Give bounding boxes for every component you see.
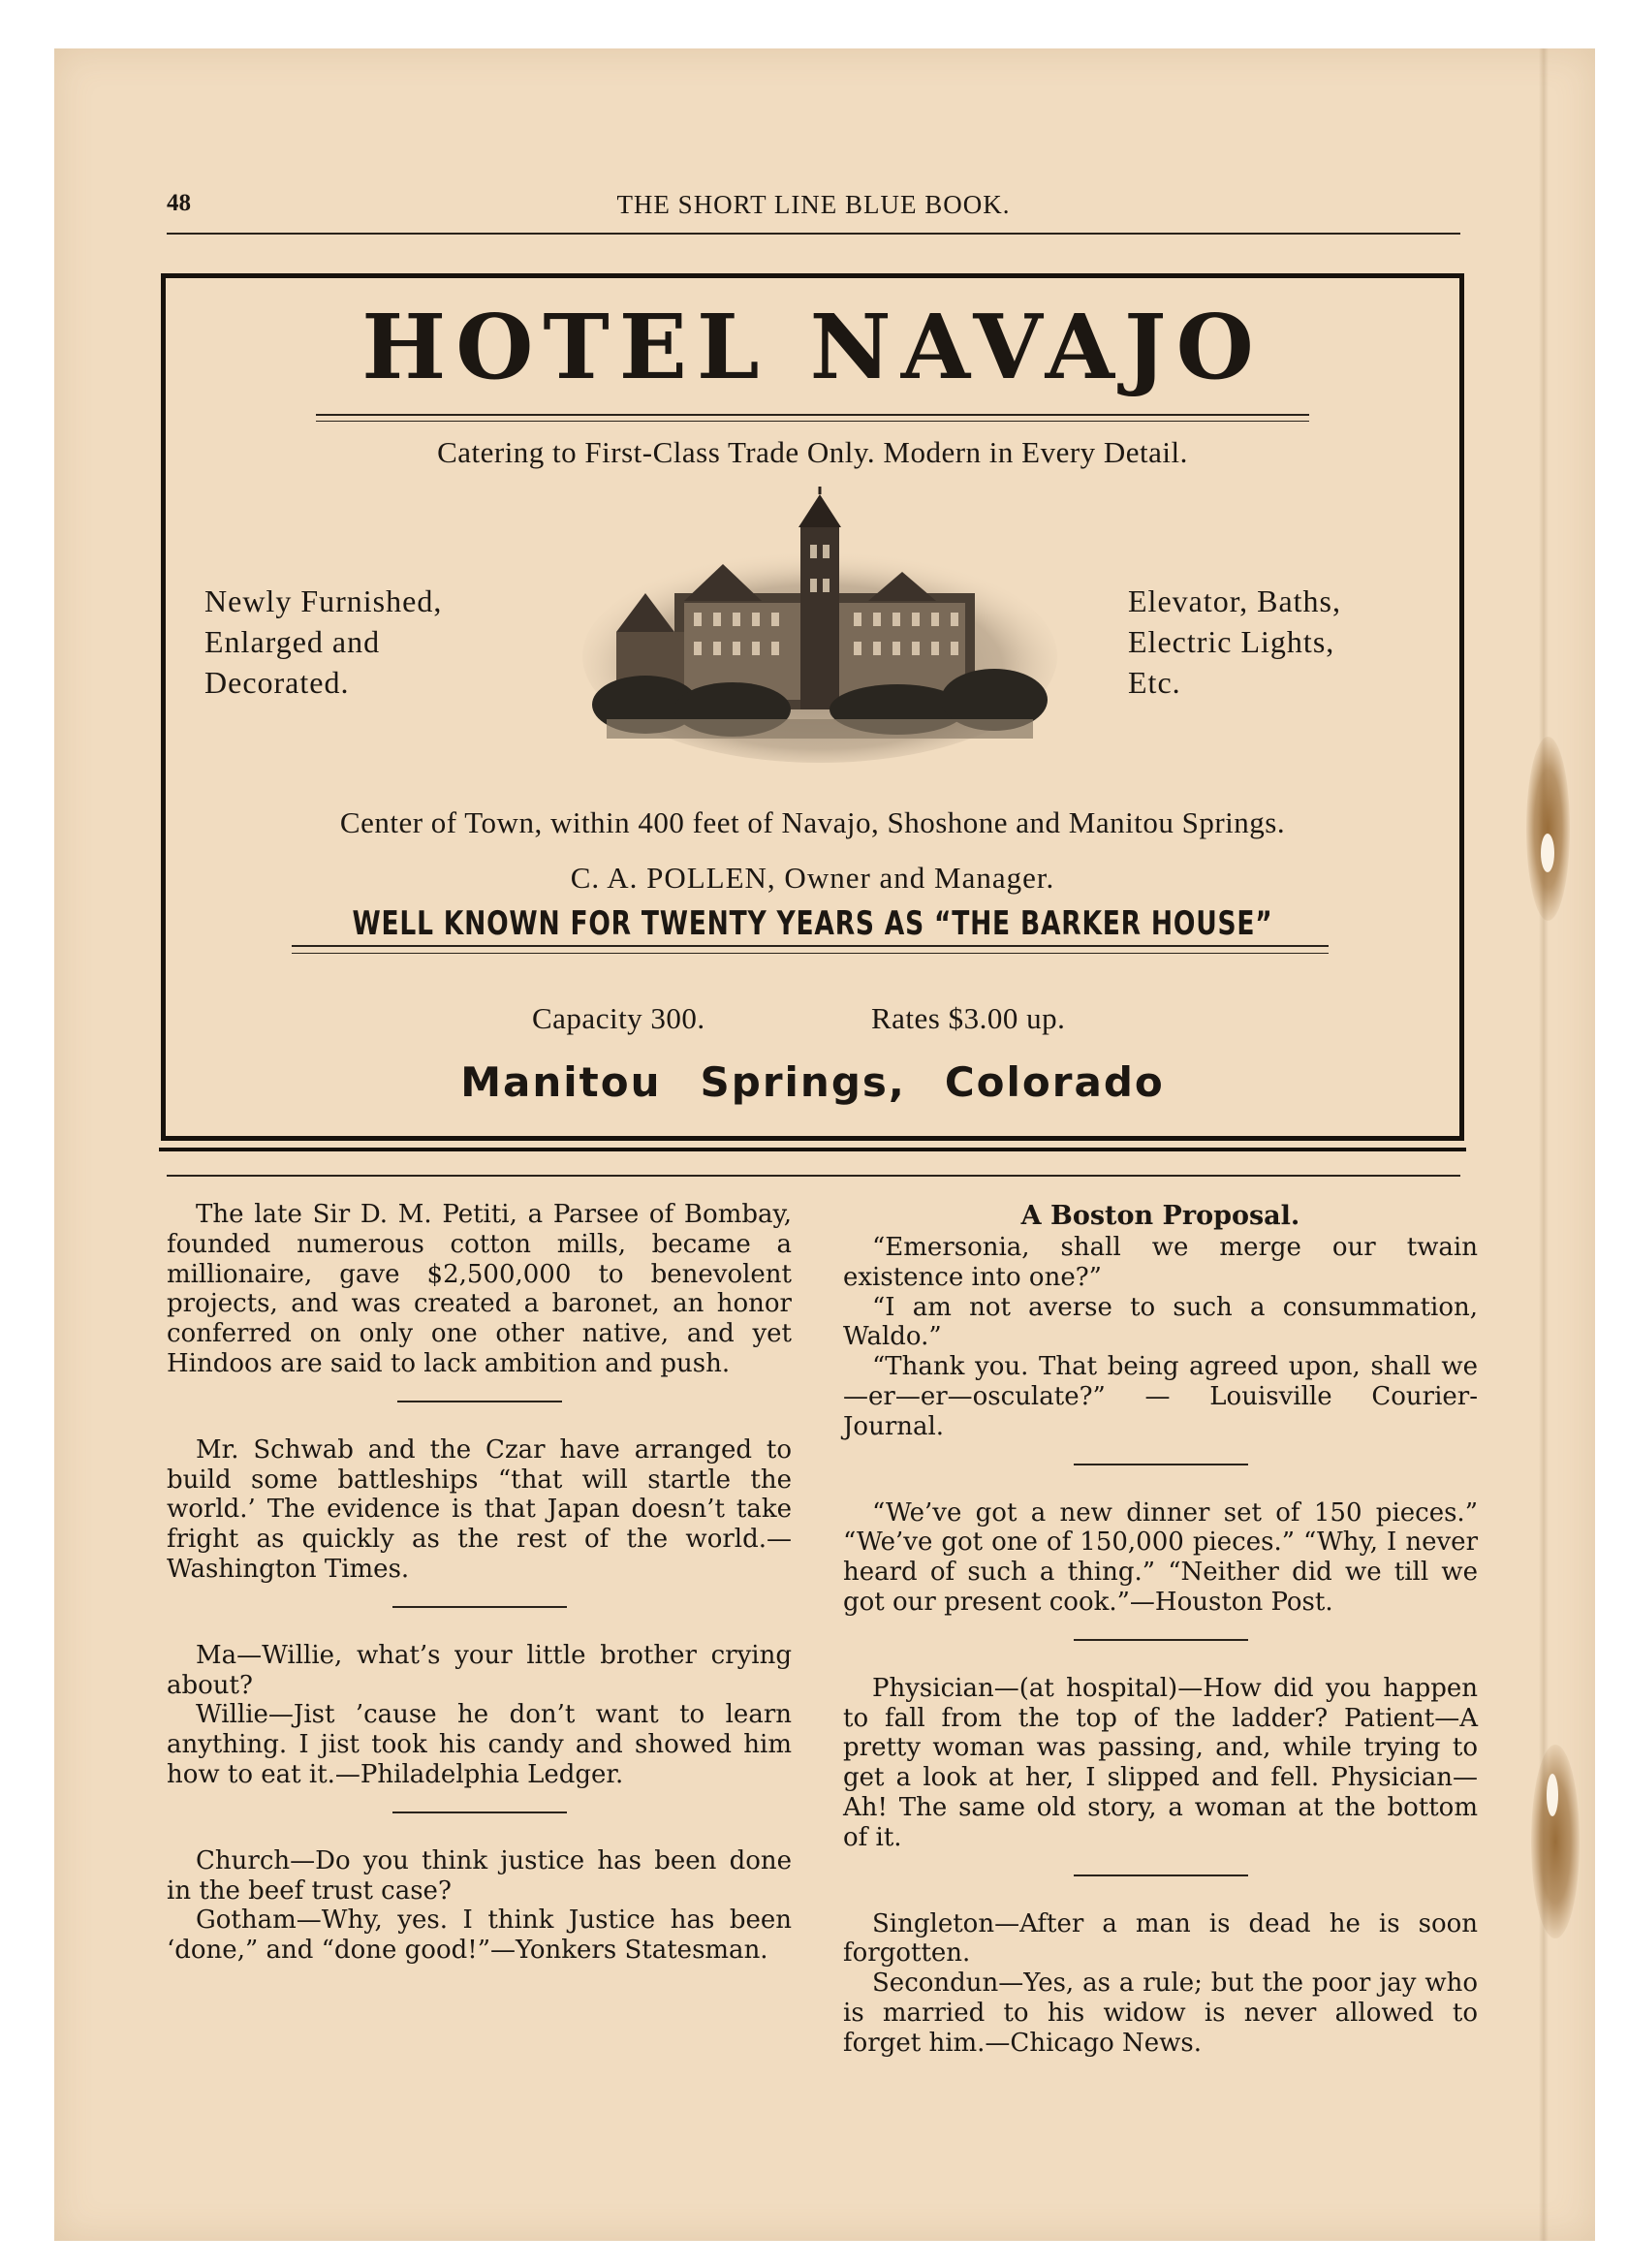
ad-right-line: Electric Lights,	[1128, 624, 1335, 659]
ad-location-line: Center of Town, within 400 feet of Navajo, Shoshone and Manitou Springs.	[339, 805, 1286, 839]
hotel-advertisement	[161, 273, 1464, 1141]
article-paragraph: “We’ve got a new dinner set of 150 pieces.” “We’ve got one of 150,000 pieces.” “Why, I never heard of such a thing.” “Neither did we till we got our present cook.”—Houston Post.	[843, 1497, 1478, 1617]
running-title: THE SHORT LINE BLUE BOOK.	[616, 190, 1011, 219]
article-paragraph: Church—Do you think justice has been done in the beef trust case?	[167, 1845, 792, 1906]
ad-city-name-2: Springs,	[700, 1058, 906, 1106]
ad-owner-line: C. A. POLLEN, Owner and Manager.	[570, 861, 1055, 895]
left-column	[167, 1200, 792, 1966]
separator	[392, 1811, 567, 1813]
separator	[1074, 1639, 1248, 1641]
separator	[397, 1401, 562, 1402]
ad-right-line: Etc.	[1128, 665, 1181, 700]
title-rule	[316, 414, 1309, 416]
page-number: 48	[167, 190, 191, 216]
binding-stain-bottom	[1531, 1745, 1580, 1938]
separator	[1074, 1874, 1248, 1876]
article-paragraph: Willie—Jist ’cause he don’t want to learn anything. I jist took his candy and showed him how to eat it.—Philadelphia Ledger.	[167, 1700, 792, 1789]
ad-rates: Rates $3.00 up.	[871, 1001, 1066, 1035]
ad-features-right	[1128, 581, 1341, 703]
article-paragraph: Ma—Willie, what’s your little brother crying about?	[167, 1640, 792, 1700]
binding-stain-top	[1526, 737, 1570, 921]
article-paragraph: Gotham—Why, yes. I think Justice has been ‘done,” and “done good!”—Yonkers Statesman.	[167, 1906, 792, 1966]
article-paragraph: “Thank you. That being agreed upon, shall we—er—er—osculate?” — Louisville Courier-Journal.	[843, 1352, 1478, 1441]
article-paragraph: Singleton—After a man is dead he is soon forgotten.	[843, 1908, 1478, 1969]
ad-city-name: Manitou	[460, 1058, 662, 1106]
hotel-engraving-image	[578, 487, 1062, 768]
separator	[392, 1606, 567, 1608]
ad-title: HOTEL NAVAJO	[361, 295, 1264, 399]
title-rule-thin	[316, 421, 1309, 422]
ad-left-line: Enlarged and	[204, 624, 381, 659]
binding-hole-top	[1541, 834, 1554, 872]
ad-left-line: Newly Furnished,	[204, 583, 443, 618]
ad-right-line: Elevator, Baths,	[1128, 583, 1341, 618]
ad-capacity: Capacity 300.	[532, 1001, 705, 1035]
article-paragraph: Physician—(at hospital)—How did you happen to fall from the top of the ladder? Patient—A pretty woman was passing, and, while trying to get a look at her, I slipped and fell. Physician—Ah! The same old story, a woman at the bottom of it.	[843, 1673, 1478, 1852]
ad-city	[166, 1058, 1459, 1106]
article-paragraph: The late Sir D. M. Petiti, a Parsee of Bombay, founded numerous cotton mills, became a millionaire, gave $2,500,000 to benevolent projects, and was created a baronet, an honor conferred on only one other native, and yet Hindoos are said to lack ambition and push.	[167, 1200, 792, 1378]
article-heading: A Boston Proposal.	[1020, 1201, 1300, 1231]
article-paragraph: Mr. Schwab and the Czar have arranged to build some battleships “that will startle the world.’ The evidence is that Japan doesn’t take fright as quickly as the rest of the world.—Washington Times.	[167, 1434, 792, 1584]
section-rule	[167, 1175, 1460, 1177]
ad-tagline: Catering to First-Class Trade Only. Modern in Every Detail.	[437, 435, 1188, 469]
ad-known-as: WELL KNOWN FOR TWENTY YEARS AS “THE BARKER HOUSE”	[352, 904, 1273, 943]
separator	[1074, 1464, 1248, 1465]
article-paragraph: “I am not averse to such a consummation, Waldo.”	[843, 1292, 1478, 1352]
ad-state: Colorado	[944, 1058, 1165, 1106]
known-rule	[292, 945, 1329, 947]
article-paragraph: “Emersonia, shall we merge our twain existence into one?”	[843, 1233, 1478, 1292]
known-rule-thin	[292, 953, 1329, 954]
binding-hole-bottom	[1547, 1774, 1558, 1816]
ad-features-left	[204, 581, 442, 703]
right-column	[843, 1200, 1478, 2059]
running-header	[167, 190, 1460, 227]
header-rule	[167, 233, 1460, 235]
ad-left-line: Decorated.	[204, 665, 350, 700]
article-paragraph: Secondun—Yes, as a rule; but the poor jay who is married to his widow is never allowed to forget him.—Chicago News.	[843, 1969, 1478, 2058]
